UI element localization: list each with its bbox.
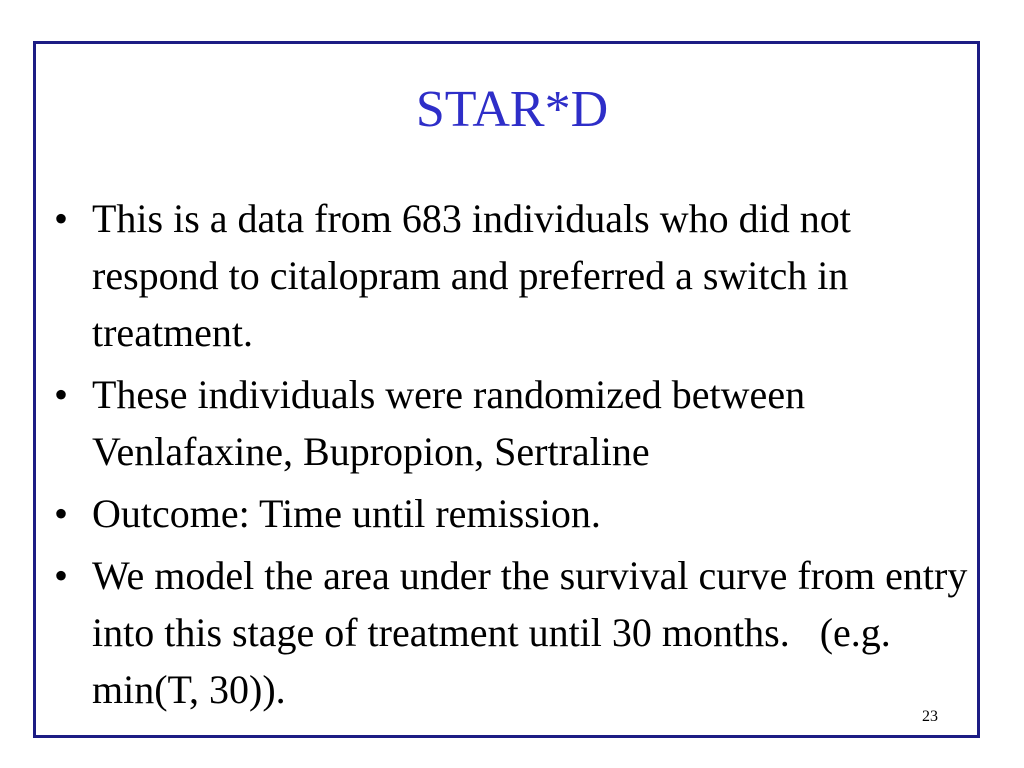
bullet-icon: •	[54, 372, 69, 417]
bullet-list	[54, 190, 978, 723]
bullet-text: These individuals were randomized between Venlafaxine, Bupropion, Sertraline	[92, 372, 815, 474]
slide-title: STAR*D	[415, 81, 609, 138]
bullet-icon: •	[54, 196, 69, 241]
bullet-text: Outcome: Time until remission.	[92, 491, 601, 536]
bullet-text: This is a data from 683 individuals who did not respond to citalopram and preferred a switch in treatment.	[92, 196, 861, 355]
slide-number: 23	[922, 708, 938, 725]
bullet-text: We model the area under the survival curve from entry into this stage of treatment until 30 months. (e.g. min(T, 30)).	[92, 553, 978, 712]
bullet-item	[54, 485, 974, 542]
bullet-icon: •	[54, 491, 69, 536]
bullet-item	[54, 190, 974, 361]
bullet-item	[54, 547, 978, 718]
bullet-item	[54, 366, 974, 480]
bullet-icon: •	[54, 553, 69, 598]
